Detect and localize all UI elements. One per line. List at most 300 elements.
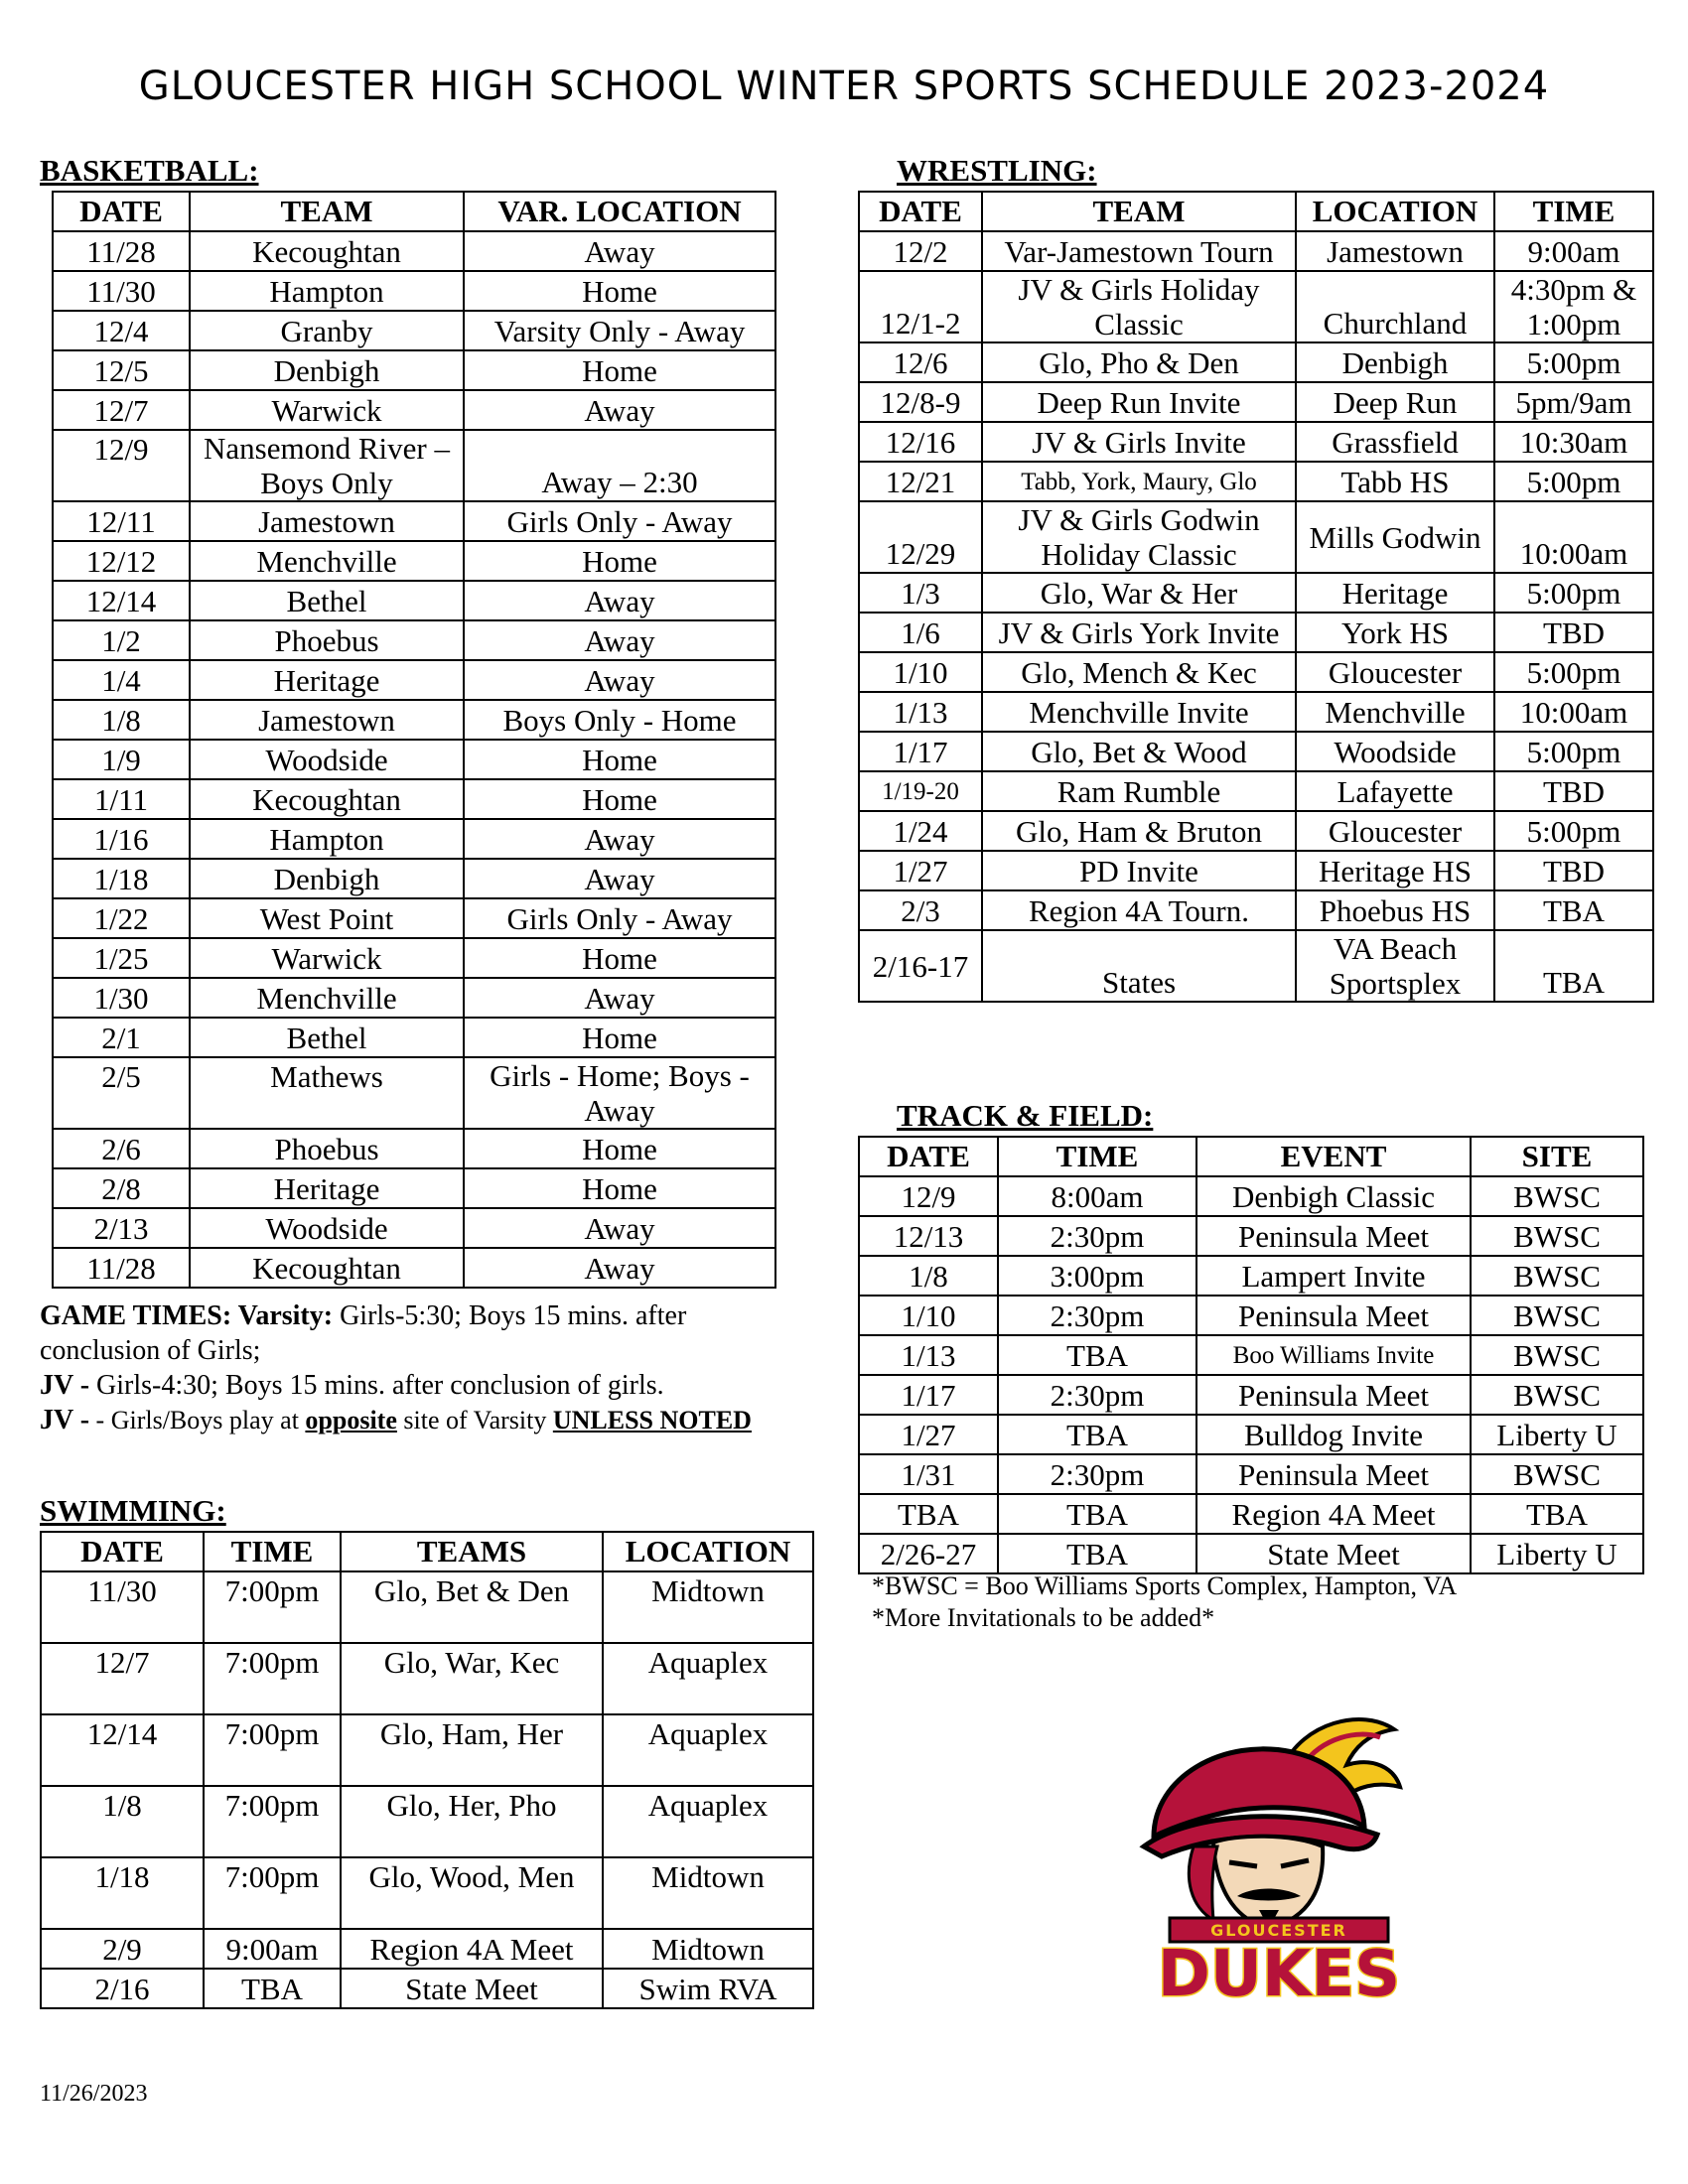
tr-cell-date: 1/13 — [859, 1335, 998, 1375]
tr-cell-event: Peninsula Meet — [1196, 1296, 1471, 1335]
wr-cell-team: JV & Girls Holiday Classic — [982, 271, 1296, 342]
wr-cell-team: Ram Rumble — [982, 771, 1296, 811]
wr-cell-time: TBA — [1494, 930, 1653, 1002]
wr-row — [859, 652, 1653, 692]
wr-cell-time: TBD — [1494, 613, 1653, 652]
tr-cell-time: TBA — [998, 1415, 1196, 1454]
wr-cell-date: 1/6 — [859, 613, 982, 652]
tr-cell-date: TBA — [859, 1494, 998, 1534]
bb-header-team: TEAM — [190, 192, 464, 231]
bb-row — [53, 1018, 775, 1057]
bb-row — [53, 660, 775, 700]
bb-cell-location: Away — [464, 978, 775, 1018]
bb-cell-location: Away — [464, 620, 775, 660]
bb-cell-date: 1/9 — [53, 740, 190, 779]
wr-cell-time: 5:00pm — [1494, 573, 1653, 613]
jv-label-2: JV - — [40, 1405, 90, 1435]
tr-cell-time: TBA — [998, 1494, 1196, 1534]
tr-cell-date: 1/31 — [859, 1454, 998, 1494]
bb-cell-team: Woodside — [190, 1208, 464, 1248]
sw-cell-date: 12/14 — [41, 1714, 204, 1786]
bb-cell-date: 2/8 — [53, 1168, 190, 1208]
bb-cell-location: Home — [464, 350, 775, 390]
bb-cell-date: 1/30 — [53, 978, 190, 1018]
wr-cell-time: 5:00pm — [1494, 732, 1653, 771]
wr-cell-date: 1/3 — [859, 573, 982, 613]
tr-header-site: SITE — [1471, 1137, 1643, 1176]
sw-cell-teams: State Meet — [341, 1969, 603, 2008]
sw-cell-date: 1/8 — [41, 1786, 204, 1857]
bb-row — [53, 1168, 775, 1208]
tr-cell-event: Peninsula Meet — [1196, 1216, 1471, 1256]
tr-cell-date: 1/27 — [859, 1415, 998, 1454]
bb-cell-location: Varsity Only - Away — [464, 311, 775, 350]
tr-cell-date: 1/17 — [859, 1375, 998, 1415]
sw-header-time: TIME — [204, 1532, 341, 1571]
logo-bottom-text: DUKES — [1157, 1938, 1401, 2005]
tr-header-date: DATE — [859, 1137, 998, 1176]
tr-cell-event: Peninsula Meet — [1196, 1454, 1471, 1494]
tr-cell-site: Liberty U — [1471, 1415, 1643, 1454]
bb-cell-location: Away — [464, 390, 775, 430]
bb-row — [53, 390, 775, 430]
tr-cell-time: 3:00pm — [998, 1256, 1196, 1296]
wr-cell-date: 1/24 — [859, 811, 982, 851]
bb-cell-team: Kecoughtan — [190, 779, 464, 819]
wr-cell-location: Grassfield — [1296, 422, 1494, 462]
wr-cell-team: JV & Girls Godwin Holiday Classic — [982, 501, 1296, 573]
tr-row — [859, 1176, 1643, 1216]
tr-cell-site: BWSC — [1471, 1176, 1643, 1216]
wr-cell-team: Region 4A Tourn. — [982, 890, 1296, 930]
wr-cell-location: Deep Run — [1296, 382, 1494, 422]
wr-row — [859, 271, 1653, 342]
bb-cell-date: 1/22 — [53, 898, 190, 938]
wr-cell-time: TBD — [1494, 771, 1653, 811]
tr-cell-event: State Meet — [1196, 1534, 1471, 1573]
tr-row — [859, 1216, 1643, 1256]
wr-row — [859, 890, 1653, 930]
tr-cell-site: BWSC — [1471, 1335, 1643, 1375]
bb-cell-date: 11/28 — [53, 1248, 190, 1288]
wr-cell-team: Glo, War & Her — [982, 573, 1296, 613]
wr-cell-team: Menchville Invite — [982, 692, 1296, 732]
tr-row — [859, 1256, 1643, 1296]
bb-cell-date: 12/9 — [53, 430, 190, 501]
wr-cell-date: 12/29 — [859, 501, 982, 573]
tr-cell-time: 2:30pm — [998, 1296, 1196, 1335]
bb-cell-date: 1/16 — [53, 819, 190, 859]
wr-row — [859, 382, 1653, 422]
sw-cell-teams: Glo, War, Kec — [341, 1643, 603, 1714]
wr-cell-location: Woodside — [1296, 732, 1494, 771]
bb-cell-team: Woodside — [190, 740, 464, 779]
sw-cell-teams: Glo, Her, Pho — [341, 1786, 603, 1857]
wr-cell-location: Heritage — [1296, 573, 1494, 613]
sw-cell-date: 12/7 — [41, 1643, 204, 1714]
bb-cell-date: 12/12 — [53, 541, 190, 581]
tr-cell-site: BWSC — [1471, 1375, 1643, 1415]
sw-cell-location: Aquaplex — [603, 1786, 813, 1857]
bb-cell-location: Girls - Home; Boys - Away — [464, 1057, 775, 1129]
wr-cell-date: 1/10 — [859, 652, 982, 692]
wr-cell-time: 10:00am — [1494, 692, 1653, 732]
bb-cell-team: Bethel — [190, 581, 464, 620]
tr-row — [859, 1415, 1643, 1454]
wr-cell-time: 5:00pm — [1494, 652, 1653, 692]
bb-cell-team: Jamestown — [190, 501, 464, 541]
bb-cell-team: Warwick — [190, 390, 464, 430]
wr-cell-time: 4:30pm & 1:00pm — [1494, 271, 1653, 342]
wr-cell-date: 12/1-2 — [859, 271, 982, 342]
bb-cell-location: Home — [464, 1018, 775, 1057]
wr-cell-team: Glo, Ham & Bruton — [982, 811, 1296, 851]
tr-cell-site: BWSC — [1471, 1454, 1643, 1494]
wr-cell-team: Tabb, York, Maury, Glo — [982, 462, 1296, 501]
tr-cell-site: Liberty U — [1471, 1534, 1643, 1573]
bb-cell-location: Girls Only - Away — [464, 501, 775, 541]
bb-cell-location: Girls Only - Away — [464, 898, 775, 938]
bb-cell-date: 12/7 — [53, 390, 190, 430]
wrestling-table — [858, 191, 1654, 1003]
wr-cell-location: VA Beach Sportsplex — [1296, 930, 1494, 1002]
wr-cell-team: Glo, Mench & Kec — [982, 652, 1296, 692]
tr-cell-site: TBA — [1471, 1494, 1643, 1534]
wr-cell-date: 1/17 — [859, 732, 982, 771]
track-footnote-2: *More Invitationals to be added* — [872, 1603, 1215, 1632]
sw-row — [41, 1643, 813, 1714]
sw-row — [41, 1571, 813, 1643]
wr-cell-location: Churchland — [1296, 271, 1494, 342]
sw-cell-location: Midtown — [603, 1857, 813, 1929]
tr-cell-time: TBA — [998, 1534, 1196, 1573]
tr-cell-event: Denbigh Classic — [1196, 1176, 1471, 1216]
bb-cell-location: Home — [464, 541, 775, 581]
sw-cell-date: 1/18 — [41, 1857, 204, 1929]
wr-header-time: TIME — [1494, 192, 1653, 231]
wr-cell-location: Tabb HS — [1296, 462, 1494, 501]
bb-cell-team: West Point — [190, 898, 464, 938]
basketball-table — [52, 191, 776, 1289]
tr-cell-date: 2/26-27 — [859, 1534, 998, 1573]
wr-row — [859, 811, 1653, 851]
wr-cell-team: JV & Girls York Invite — [982, 613, 1296, 652]
wr-cell-time: TBA — [1494, 890, 1653, 930]
bb-row — [53, 779, 775, 819]
unless-noted-text: UNLESS NOTED — [552, 1406, 752, 1434]
tr-header-event: EVENT — [1196, 1137, 1471, 1176]
jv-label: JV - — [40, 1370, 90, 1401]
bb-row — [53, 350, 775, 390]
bb-cell-date: 2/6 — [53, 1129, 190, 1168]
bb-cell-team: Heritage — [190, 1168, 464, 1208]
page-title: GLOUCESTER HIGH SCHOOL WINTER SPORTS SCHEDULE 2023-2024 — [138, 64, 1550, 109]
bb-cell-location: Away – 2:30 — [464, 430, 775, 501]
sw-cell-date: 2/9 — [41, 1929, 204, 1969]
bb-cell-location: Away — [464, 1208, 775, 1248]
wr-row — [859, 732, 1653, 771]
swimming-table — [40, 1531, 814, 2009]
bb-cell-team: Jamestown — [190, 700, 464, 740]
wr-cell-date: 1/27 — [859, 851, 982, 890]
bb-row — [53, 1248, 775, 1288]
tr-header-time: TIME — [998, 1137, 1196, 1176]
tr-cell-date: 1/8 — [859, 1256, 998, 1296]
tr-cell-event: Bulldog Invite — [1196, 1415, 1471, 1454]
bb-row — [53, 1208, 775, 1248]
wr-cell-time: 10:00am — [1494, 501, 1653, 573]
wr-row — [859, 501, 1653, 573]
bb-row — [53, 501, 775, 541]
bb-row — [53, 819, 775, 859]
swimming-heading: SWIMMING: — [40, 1493, 226, 1528]
sw-cell-teams: Glo, Wood, Men — [341, 1857, 603, 1929]
sw-cell-location: Swim RVA — [603, 1969, 813, 2008]
wr-cell-time: 5:00pm — [1494, 342, 1653, 382]
sw-row — [41, 1714, 813, 1786]
wr-cell-date: 2/16-17 — [859, 930, 982, 1002]
wr-row — [859, 231, 1653, 271]
sw-cell-time: 7:00pm — [204, 1643, 341, 1714]
basketball-notes — [40, 1298, 774, 1437]
track-heading: TRACK & FIELD: — [897, 1098, 1154, 1133]
jv-line-pre: - Girls/Boys play at — [95, 1406, 299, 1434]
bb-cell-location: Away — [464, 660, 775, 700]
wr-cell-date: 12/8-9 — [859, 382, 982, 422]
sw-cell-time: TBA — [204, 1969, 341, 2008]
bb-cell-date: 11/28 — [53, 231, 190, 271]
wr-header-location: LOCATION — [1296, 192, 1494, 231]
wr-cell-location: Heritage HS — [1296, 851, 1494, 890]
track-footnote-1: *BWSC = Boo Williams Sports Complex, Hampton, VA — [872, 1571, 1458, 1600]
bb-cell-date: 12/5 — [53, 350, 190, 390]
bb-row — [53, 620, 775, 660]
tr-cell-site: BWSC — [1471, 1216, 1643, 1256]
sw-cell-time: 7:00pm — [204, 1571, 341, 1643]
sw-header-date: DATE — [41, 1532, 204, 1571]
bb-cell-location: Home — [464, 1129, 775, 1168]
wr-row — [859, 462, 1653, 501]
sw-cell-teams: Region 4A Meet — [341, 1929, 603, 1969]
bb-row — [53, 430, 775, 501]
bb-row — [53, 898, 775, 938]
bb-cell-date: 1/4 — [53, 660, 190, 700]
bb-cell-location: Away — [464, 819, 775, 859]
wr-cell-location: Gloucester — [1296, 652, 1494, 692]
bb-row — [53, 541, 775, 581]
track-footnotes — [872, 1570, 1646, 1634]
wr-cell-date: 12/16 — [859, 422, 982, 462]
jv-line-mid: site of Varsity — [403, 1406, 547, 1434]
bb-cell-team: Nansemond River – Boys Only — [190, 430, 464, 501]
wr-cell-time: 5:00pm — [1494, 462, 1653, 501]
wr-row — [859, 771, 1653, 811]
bb-cell-location: Boys Only - Home — [464, 700, 775, 740]
bb-row — [53, 581, 775, 620]
bb-cell-team: Menchville — [190, 541, 464, 581]
sw-cell-location: Midtown — [603, 1929, 813, 1969]
wr-cell-location: Jamestown — [1296, 231, 1494, 271]
wr-header-date: DATE — [859, 192, 982, 231]
bb-cell-date: 2/1 — [53, 1018, 190, 1057]
bb-cell-location: Away — [464, 1248, 775, 1288]
sw-cell-teams: Glo, Bet & Den — [341, 1571, 603, 1643]
wr-cell-time: 9:00am — [1494, 231, 1653, 271]
wr-row — [859, 692, 1653, 732]
bb-row — [53, 1129, 775, 1168]
bb-cell-date: 1/25 — [53, 938, 190, 978]
wr-cell-location: Phoebus HS — [1296, 890, 1494, 930]
tr-cell-date: 1/10 — [859, 1296, 998, 1335]
wr-row — [859, 851, 1653, 890]
gloucester-dukes-logo — [1134, 1707, 1422, 2005]
bb-cell-date: 12/4 — [53, 311, 190, 350]
sw-cell-date: 2/16 — [41, 1969, 204, 2008]
wr-cell-date: 12/2 — [859, 231, 982, 271]
wr-cell-location: Menchville — [1296, 692, 1494, 732]
wr-row — [859, 930, 1653, 1002]
bb-cell-date: 1/2 — [53, 620, 190, 660]
tr-row — [859, 1296, 1643, 1335]
bb-row — [53, 700, 775, 740]
bb-cell-date: 2/5 — [53, 1057, 190, 1129]
bb-cell-team: Phoebus — [190, 620, 464, 660]
bb-cell-location: Home — [464, 271, 775, 311]
tr-cell-event: Lampert Invite — [1196, 1256, 1471, 1296]
wr-row — [859, 573, 1653, 613]
sw-cell-time: 7:00pm — [204, 1857, 341, 1929]
wr-cell-team: Glo, Pho & Den — [982, 342, 1296, 382]
bb-cell-date: 1/11 — [53, 779, 190, 819]
bb-cell-team: Bethel — [190, 1018, 464, 1057]
wr-cell-team: States — [982, 930, 1296, 1002]
bb-cell-date: 11/30 — [53, 271, 190, 311]
wr-cell-team: Deep Run Invite — [982, 382, 1296, 422]
wr-cell-date: 12/6 — [859, 342, 982, 382]
sw-row — [41, 1929, 813, 1969]
bb-cell-date: 12/11 — [53, 501, 190, 541]
bb-row — [53, 1057, 775, 1129]
wr-header-team: TEAM — [982, 192, 1296, 231]
bb-cell-date: 2/13 — [53, 1208, 190, 1248]
tr-cell-time: TBA — [998, 1335, 1196, 1375]
wr-cell-time: 5pm/9am — [1494, 382, 1653, 422]
bb-cell-date: 1/18 — [53, 859, 190, 898]
tr-row — [859, 1454, 1643, 1494]
tr-cell-time: 2:30pm — [998, 1216, 1196, 1256]
tr-cell-time: 2:30pm — [998, 1375, 1196, 1415]
bb-cell-team: Kecoughtan — [190, 1248, 464, 1288]
sw-row — [41, 1857, 813, 1929]
wr-cell-team: Glo, Bet & Wood — [982, 732, 1296, 771]
sw-cell-time: 7:00pm — [204, 1786, 341, 1857]
wr-cell-time: 5:00pm — [1494, 811, 1653, 851]
bb-row — [53, 938, 775, 978]
wr-cell-location: York HS — [1296, 613, 1494, 652]
opposite-text: opposite — [305, 1406, 397, 1434]
wr-cell-location: Gloucester — [1296, 811, 1494, 851]
track-table — [858, 1136, 1644, 1574]
bb-cell-location: Home — [464, 779, 775, 819]
tr-cell-time: 2:30pm — [998, 1454, 1196, 1494]
bb-cell-team: Mathews — [190, 1057, 464, 1129]
wr-cell-team: Var-Jamestown Tourn — [982, 231, 1296, 271]
bb-cell-location: Home — [464, 1168, 775, 1208]
bb-cell-team: Hampton — [190, 271, 464, 311]
game-times-line1: Girls-5:30; Boys 15 mins. after conclusion of Girls; — [40, 1300, 687, 1366]
tr-cell-event: Region 4A Meet — [1196, 1494, 1471, 1534]
sw-cell-date: 11/30 — [41, 1571, 204, 1643]
sw-cell-time: 7:00pm — [204, 1714, 341, 1786]
wr-cell-team: JV & Girls Invite — [982, 422, 1296, 462]
bb-cell-team: Granby — [190, 311, 464, 350]
bb-cell-location: Away — [464, 581, 775, 620]
hair-left — [1189, 1846, 1217, 1920]
tr-row — [859, 1375, 1643, 1415]
bb-cell-team: Phoebus — [190, 1129, 464, 1168]
bb-cell-team: Kecoughtan — [190, 231, 464, 271]
sw-cell-teams: Glo, Ham, Her — [341, 1714, 603, 1786]
logo-top-text: GLOUCESTER — [1210, 1921, 1347, 1940]
bb-cell-team: Denbigh — [190, 859, 464, 898]
bb-row — [53, 740, 775, 779]
bb-cell-location: Home — [464, 938, 775, 978]
sw-cell-location: Aquaplex — [603, 1714, 813, 1786]
wr-row — [859, 613, 1653, 652]
sw-row — [41, 1786, 813, 1857]
bb-cell-team: Denbigh — [190, 350, 464, 390]
wr-cell-location: Denbigh — [1296, 342, 1494, 382]
wr-cell-date: 12/21 — [859, 462, 982, 501]
wrestling-heading: WRESTLING: — [897, 153, 1097, 188]
wr-cell-location: Mills Godwin — [1296, 501, 1494, 573]
bb-cell-team: Heritage — [190, 660, 464, 700]
bb-cell-team: Warwick — [190, 938, 464, 978]
game-times-line2: Girls-4:30; Boys 15 mins. after conclusion of girls. — [96, 1370, 664, 1401]
wr-row — [859, 342, 1653, 382]
sw-header-location: LOCATION — [603, 1532, 813, 1571]
tr-row — [859, 1494, 1643, 1534]
bb-row — [53, 978, 775, 1018]
bb-cell-location: Away — [464, 231, 775, 271]
wr-cell-date: 1/13 — [859, 692, 982, 732]
sw-row — [41, 1969, 813, 2008]
tr-cell-event: Peninsula Meet — [1196, 1375, 1471, 1415]
sw-cell-time: 9:00am — [204, 1929, 341, 1969]
tr-cell-time: 8:00am — [998, 1176, 1196, 1216]
tr-row — [859, 1335, 1643, 1375]
bb-row — [53, 859, 775, 898]
bb-cell-location: Away — [464, 859, 775, 898]
bb-cell-date: 1/8 — [53, 700, 190, 740]
sw-cell-location: Midtown — [603, 1571, 813, 1643]
footer-date: 11/26/2023 — [40, 2081, 148, 2107]
tr-cell-date: 12/13 — [859, 1216, 998, 1256]
bb-row — [53, 311, 775, 350]
bb-cell-team: Menchville — [190, 978, 464, 1018]
basketball-heading: BASKETBALL: — [40, 153, 259, 188]
tr-cell-date: 12/9 — [859, 1176, 998, 1216]
wr-cell-time: TBD — [1494, 851, 1653, 890]
wr-row — [859, 422, 1653, 462]
bb-cell-team: Hampton — [190, 819, 464, 859]
tr-cell-site: BWSC — [1471, 1256, 1643, 1296]
tr-cell-event: Boo Williams Invite — [1196, 1335, 1471, 1375]
sw-header-teams: TEAMS — [341, 1532, 603, 1571]
bb-row — [53, 271, 775, 311]
sw-cell-location: Aquaplex — [603, 1643, 813, 1714]
bb-cell-date: 12/14 — [53, 581, 190, 620]
